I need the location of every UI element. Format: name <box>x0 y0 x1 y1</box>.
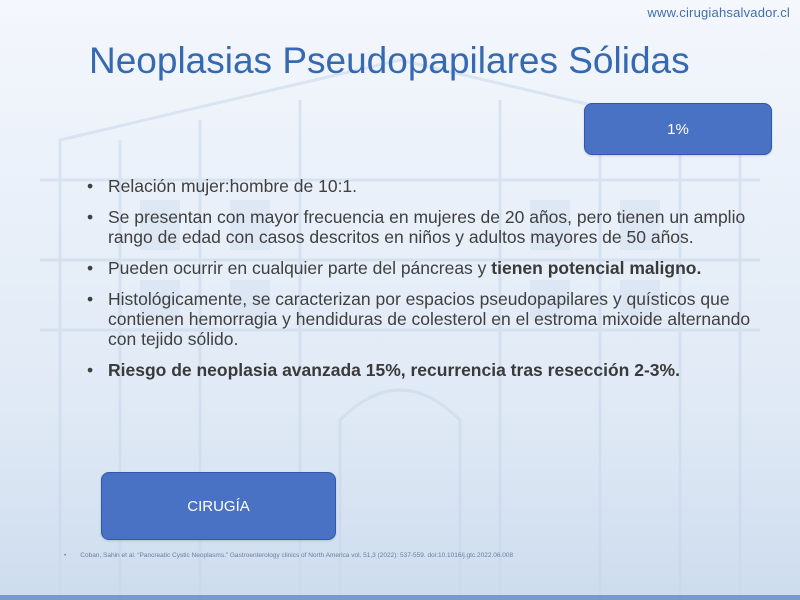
bullet-bold-text: tienen potencial maligno. <box>491 258 702 278</box>
bullet-marker: • <box>87 289 94 309</box>
bullet-item <box>85 360 765 380</box>
bullet-item <box>85 176 765 196</box>
bottom-divider <box>0 595 800 600</box>
surgery-button-label: CIRUGÍA <box>187 497 250 515</box>
surgery-button[interactable] <box>101 472 336 540</box>
reference-footnote <box>64 552 513 559</box>
bullet-text: Pueden ocurrir en cualquier parte del páncreas y <box>108 258 492 278</box>
bullet-text: Relación mujer:hombre de 10:1. <box>108 176 358 196</box>
bullet-item <box>85 258 765 278</box>
bullet-marker: • <box>87 360 94 380</box>
bullet-list <box>85 176 765 391</box>
site-url[interactable]: www.cirugiahsalvador.cl <box>647 5 790 20</box>
bullet-item <box>85 207 765 247</box>
bullet-marker: • <box>87 207 94 227</box>
bullet-text: Histológicamente, se caracterizan por espacios pseudopapilares y quísticos que contienen hemorragia y hendiduras de colesterol en el estroma mixoide alternando con tejido sólido. <box>108 289 751 349</box>
bullet-marker: • <box>87 176 94 196</box>
bullet-bold-text: Riesgo de neoplasia avanzada 15%, recurrencia tras resección 2-3%. <box>108 360 680 380</box>
reference-text: Coban, Sahin et al. “Pancreatic Cystic Neoplasms.” Gastroenterology clinics of North America vol. 51,3 (2022): 537-559. doi:10.1016/j.gtc.2022.06.008 <box>80 552 514 559</box>
percent-badge-label: 1% <box>667 120 689 138</box>
bullet-text: Se presentan con mayor frecuencia en mujeres de 20 años, pero tienen un amplio rango de edad con casos descritos en niños y adultos mayores de 50 años. <box>108 207 746 247</box>
bullet-item <box>85 289 765 349</box>
reference-bullet-marker: • <box>64 552 67 559</box>
percent-badge-button[interactable] <box>584 103 772 155</box>
slide-title: Neoplasias Pseudopapilares Sólidas <box>89 40 690 81</box>
bullet-marker: • <box>87 258 94 278</box>
